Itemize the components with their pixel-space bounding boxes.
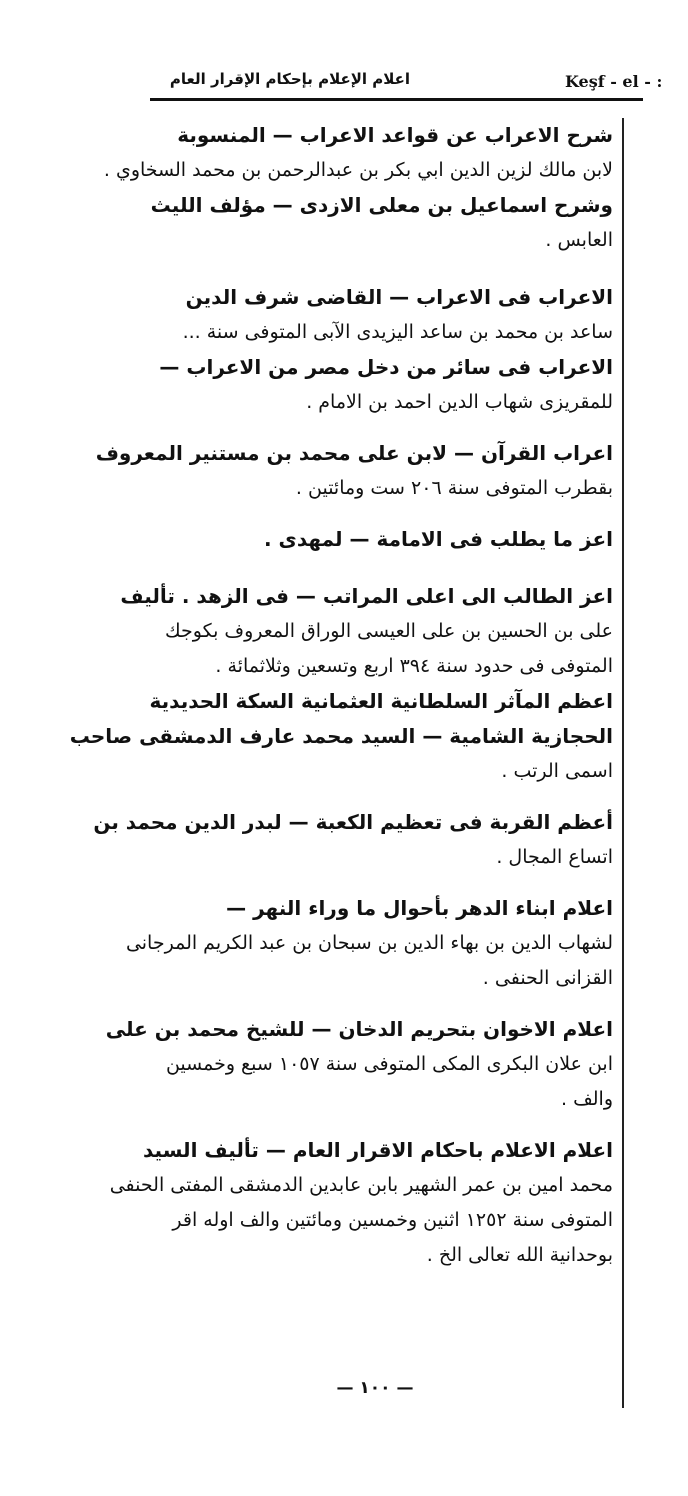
entry-line: ابن علان البكرى المكى المتوفى سنة ١٠٥٧ سبع وخمسين [165, 1053, 613, 1075]
entry-line: بقطرب المتوفى سنة ٢٠٦ ست ومائتين . [295, 477, 613, 499]
entry-line: الحجازية الشامية — السيد محمد عارف الدمشقى صاحب [69, 724, 613, 748]
entry [69, 684, 613, 789]
entry-line: القزانى الحنفى . [482, 967, 613, 989]
entry-line: محمد امين بن عمر الشهير بابن عابدين الدمشقى المفتى الحنفى [109, 1174, 613, 1196]
entry-line: اعظم المآثر السلطانية العثمانية السكة الحديدية [149, 689, 613, 713]
entry-line: أعظم القربة فى تعظيم الكعبة — لبدر الدين محمد بن [93, 810, 613, 834]
entry [125, 891, 613, 996]
entry-line: العابس . [545, 229, 613, 251]
entry [103, 118, 613, 258]
entry-line: والف . [561, 1088, 613, 1110]
entry-line: المتوفى فى حدود سنة ٣٩٤ اربع وتسعين وثلاثمائة . [215, 655, 613, 677]
entry-line: اعراب القرآن — لابن على محمد بن مستنير المعروف [95, 441, 613, 465]
entry [120, 579, 613, 684]
entry-line: على بن الحسين بن على العيسى الوراق المعروف بكوجك [165, 620, 613, 642]
entries-column [69, 118, 613, 1273]
entry-line: اتساع المجال . [496, 846, 613, 868]
entry-line: بوحدانية الله تعالى الخ . [426, 1244, 613, 1266]
entry-line: اعلام ابناء الدهر بأحوال ما وراء النهر — [226, 896, 613, 920]
entry-line: اسمى الرتب . [501, 760, 613, 782]
entry-line: لشهاب الدين بن بهاء الدين بن سبحان بن عبد الكريم المرجانى [125, 932, 613, 954]
entry [105, 1012, 613, 1117]
entry [109, 1133, 613, 1273]
entry-line: للمقريزى شهاب الدين احمد بن الامام . [306, 391, 613, 413]
entry-line: ساعد بن محمد بن ساعد اليزيدى الآبى المتوفى سنة ... [182, 321, 613, 343]
column-rule [622, 118, 624, 1408]
entry-line: شرح الاعراب عن قواعد الاعراب — المنسوبة [177, 123, 613, 147]
entry-line: اعز ما يطلب فى الامامة — لمهدى . [263, 527, 613, 551]
entry-line: الاعراب فى سائر من دخل مصر من الاعراب — [159, 355, 613, 379]
running-head-arabic: اعلام الإعلام بإحكام الإقرار العام [169, 70, 411, 88]
entry [158, 280, 613, 420]
entry [95, 436, 613, 506]
entry-line: اعلام الاخوان بتحريم الدخان — للشيخ محمد بن على [105, 1017, 613, 1041]
entry-line: اعز الطالب الى اعلى المراتب — فى الزهد . تأليف [120, 584, 613, 608]
header-rule [150, 98, 643, 101]
entry [93, 805, 613, 875]
entry-line: الاعراب فى الاعراب — القاضى شرف الدين [185, 285, 613, 309]
entry [158, 522, 613, 557]
entry-line: وشرح اسماعيل بن معلى الازدى — مؤلف الليث [150, 193, 613, 217]
entry-line: المتوفى سنة ١٢٥٢ اثنين وخمسين ومائتين والف اوله اقر [172, 1209, 613, 1231]
entry-line: اعلام الاعلام باحكام الاقرار العام — تأليف السيد [142, 1138, 613, 1162]
page-number: — ١٠٠ — [336, 1378, 414, 1398]
entry-line: لابن مالك لزين الدين ابي بكر بن عبدالرحمن بن محمد السخاوي . [103, 159, 613, 181]
running-head-latin: Keşf - el - : [565, 72, 663, 91]
